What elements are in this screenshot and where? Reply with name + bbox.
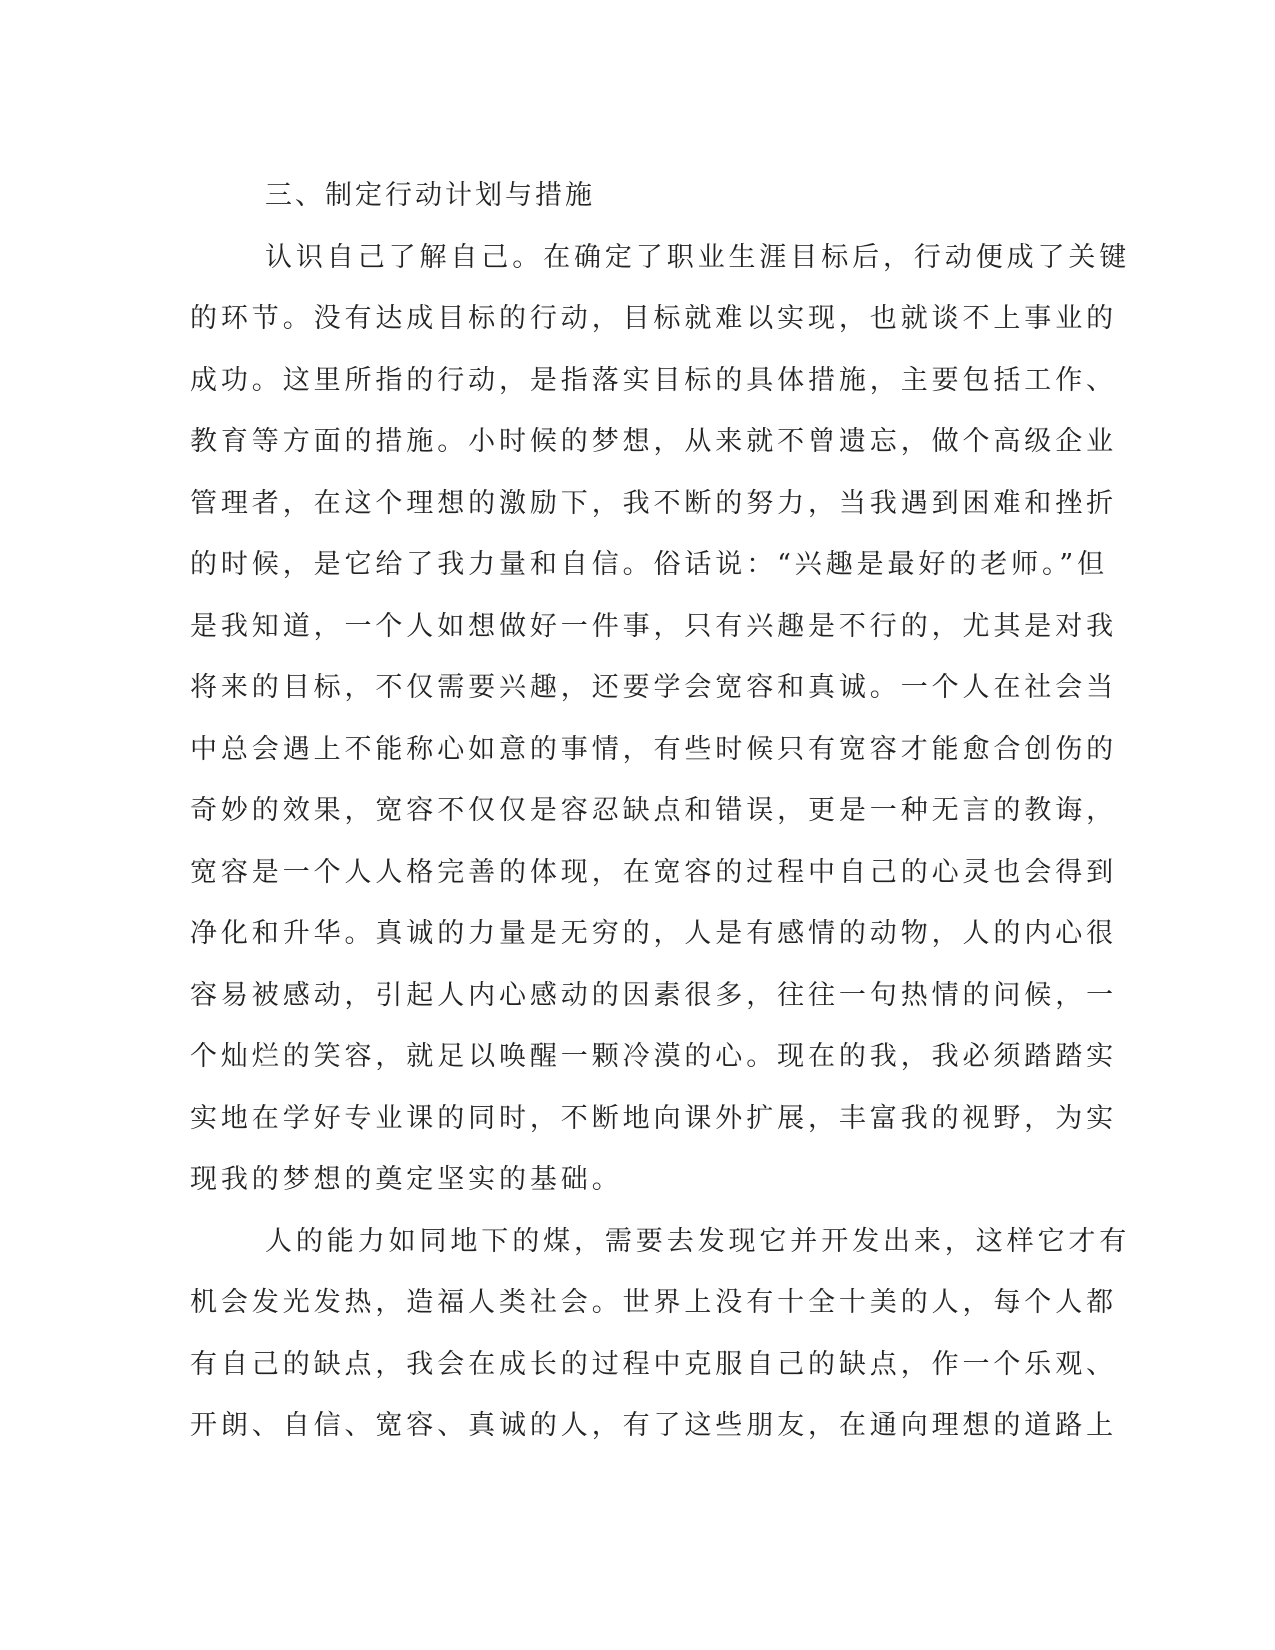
text-line: 个灿烂的笑容，就足以唤醒一颗冷漠的心。现在的我，我必须踏踏实 bbox=[190, 1041, 1117, 1072]
text-line: 的时候，是它给了我力量和自信。俗话说：“兴趣是最好的老师。”但 bbox=[190, 549, 1109, 580]
document-body bbox=[190, 165, 1131, 1457]
text-line: 宽容是一个人人格完善的体现，在宽容的过程中自己的心灵也会得到 bbox=[190, 856, 1117, 888]
text-line: 机会发光发热，造福人类社会。世界上没有十全十美的人，每个人都 bbox=[190, 1287, 1117, 1318]
text-line: 实地在学好专业课的同时，不断地向课外扩展，丰富我的视野，为实 bbox=[190, 1102, 1117, 1134]
text-line: 成功。这里所指的行动，是指落实目标的具体措施，主要包括工作、 bbox=[190, 364, 1117, 396]
text-line: 净化和升华。真诚的力量是无穷的，人是有感情的动物，人的内心很 bbox=[190, 918, 1117, 949]
text-line: 是我知道，一个人如想做好一件事，只有兴趣是不行的，尤其是对我 bbox=[190, 610, 1117, 642]
text-line: 容易被感动，引起人内心感动的因素很多，往往一句热情的问候，一 bbox=[190, 979, 1117, 1011]
section-heading: 三、制定行动计划与措施 bbox=[265, 180, 595, 211]
text-line: 有自己的缺点，我会在成长的过程中克服自己的缺点，作一个乐观、 bbox=[190, 1348, 1117, 1380]
text-line: 开朗、自信、宽容、真诚的人，有了这些朋友，在通向理想的道路上 bbox=[190, 1410, 1117, 1441]
text-line: 将来的目标，不仅需要兴趣，还要学会宽容和真诚。一个人在社会当 bbox=[190, 672, 1117, 703]
text-line: 人的能力如同地下的煤，需要去发现它并开发出来，这样它才有 bbox=[265, 1225, 1131, 1257]
text-line: 认识自己了解自己。在确定了职业生涯目标后，行动便成了关键 bbox=[265, 241, 1131, 273]
text-line: 的环节。没有达成目标的行动，目标就难以实现，也就谈不上事业的 bbox=[190, 303, 1117, 334]
paragraph-1 bbox=[190, 227, 1131, 1211]
text-line: 管理者，在这个理想的激励下，我不断的努力，当我遇到困难和挫折 bbox=[190, 487, 1117, 519]
paragraph-2 bbox=[190, 1211, 1131, 1457]
text-line: 现我的梦想的奠定坚实的基础。 bbox=[190, 1164, 623, 1195]
text-line: 中总会遇上不能称心如意的事情，有些时候只有宽容才能愈合创伤的 bbox=[190, 733, 1117, 765]
text-line: 教育等方面的措施。小时候的梦想，从来就不曾遗忘，做个高级企业 bbox=[190, 426, 1117, 457]
text-line: 奇妙的效果，宽容不仅仅是容忍缺点和错误，更是一种无言的教诲， bbox=[190, 795, 1117, 826]
